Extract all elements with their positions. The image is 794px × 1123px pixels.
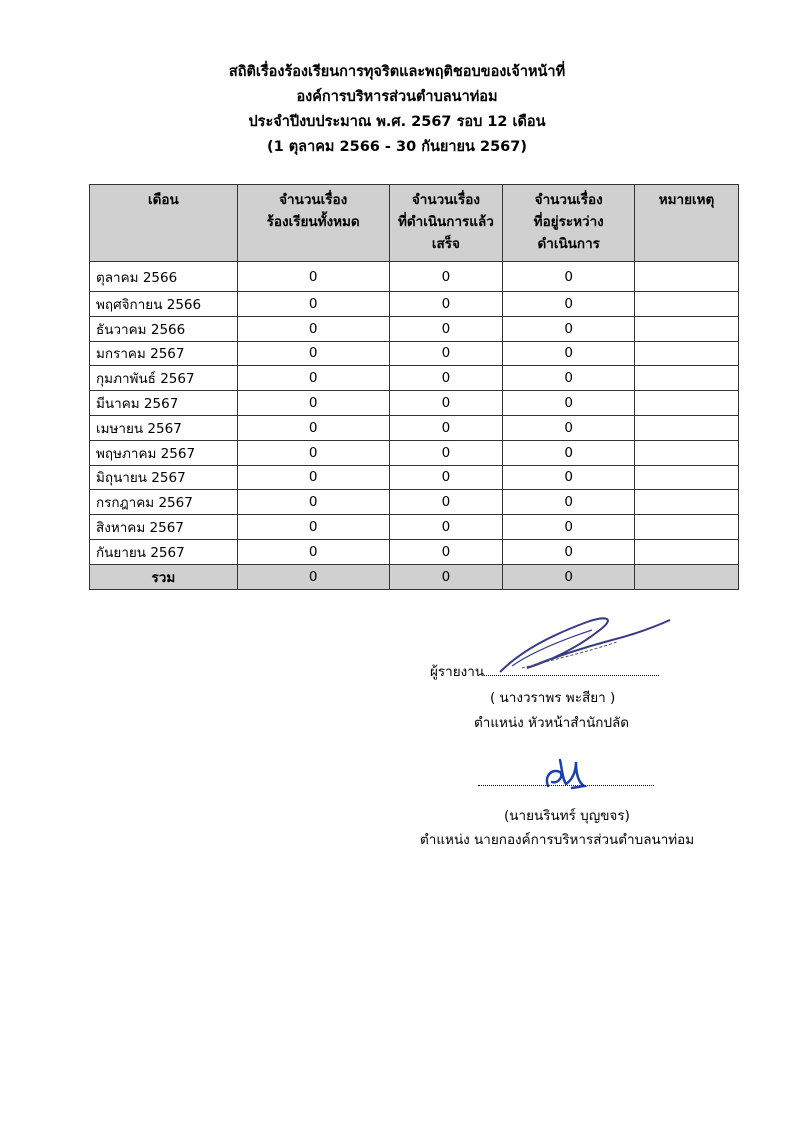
cell-month: มกราคม 2567 [90, 341, 238, 366]
table-row [90, 292, 739, 317]
cell-note [635, 341, 739, 366]
cell-total: 0 [237, 539, 389, 564]
cell-total: 0 [237, 465, 389, 490]
table-row [90, 465, 739, 490]
title-line-1: สถิติเรื่องร้องเรียนการทุจริตและพฤติชอบของเจ้าหน้าที่ [228, 64, 566, 80]
header-pending: จำนวนเรื่อง ที่อยู่ระหว่าง ดำเนินการ [503, 185, 635, 262]
document-title [0, 60, 794, 160]
cell-note [635, 415, 739, 440]
cell-total: 0 [237, 391, 389, 416]
cell-month: มิถุนายน 2567 [90, 465, 238, 490]
cell-month: มีนาคม 2567 [90, 391, 238, 416]
table-row [90, 366, 739, 391]
cell-month: กันยายน 2567 [90, 539, 238, 564]
table-row [90, 391, 739, 416]
cell-total: 0 [237, 490, 389, 515]
table-total-row [90, 564, 739, 589]
cell-pending: 0 [503, 465, 635, 490]
cell-note [635, 262, 739, 292]
cell-note [635, 391, 739, 416]
cell-note [635, 316, 739, 341]
cell-note [635, 490, 739, 515]
header-note: หมายเหตุ [635, 185, 739, 262]
cell-done: 0 [389, 465, 503, 490]
title-line-2: องค์การบริหารส่วนตำบลนาท่อม [296, 89, 498, 105]
table-row [90, 316, 739, 341]
approver-signature-image [542, 752, 592, 792]
cell-note [635, 292, 739, 317]
cell-total: 0 [237, 262, 389, 292]
cell-pending: 0 [503, 415, 635, 440]
complaint-statistics-table [89, 184, 739, 590]
cell-month: ธันวาคม 2566 [90, 316, 238, 341]
title-line-4: (1 ตุลาคม 2566 - 30 กันยายน 2567) [267, 139, 527, 155]
cell-done: 0 [389, 490, 503, 515]
approver-position: ตำแหน่ง นายกองค์การบริหารส่วนตำบลนาท่อม [420, 832, 695, 848]
table-row [90, 440, 739, 465]
cell-note [635, 465, 739, 490]
cell-done: 0 [389, 316, 503, 341]
reporter-label: ผู้รายงาน [430, 664, 485, 680]
cell-done: 0 [389, 391, 503, 416]
cell-total: 0 [237, 292, 389, 317]
cell-total: 0 [237, 316, 389, 341]
cell-month: กรกฎาคม 2567 [90, 490, 238, 515]
cell-total: 0 [237, 415, 389, 440]
reporter-name: ( นางวราพร พะสียา ) [490, 690, 616, 706]
cell-month: กุมภาพันธ์ 2567 [90, 366, 238, 391]
header-total: จำนวนเรื่อง ร้องเรียนทั้งหมด [237, 185, 389, 262]
cell-total: 0 [237, 341, 389, 366]
cell-month: เมษายน 2567 [90, 415, 238, 440]
cell-pending: 0 [503, 292, 635, 317]
total-cell-total: 0 [237, 564, 389, 589]
total-cell-note [635, 564, 739, 589]
cell-done: 0 [389, 440, 503, 465]
total-cell-done: 0 [389, 564, 503, 589]
cell-done: 0 [389, 366, 503, 391]
header-done: จำนวนเรื่อง ที่ดำเนินการแล้ว เสร็จ [389, 185, 503, 262]
cell-pending: 0 [503, 490, 635, 515]
cell-note [635, 515, 739, 540]
cell-month: พฤษภาคม 2567 [90, 440, 238, 465]
table-header-row [90, 185, 739, 262]
cell-pending: 0 [503, 391, 635, 416]
approver-name: (นายนรินทร์ บุญขจร) [504, 808, 630, 824]
reporter-signature-image [492, 610, 672, 680]
cell-done: 0 [389, 515, 503, 540]
cell-total: 0 [237, 440, 389, 465]
table-row [90, 341, 739, 366]
table-row [90, 490, 739, 515]
cell-pending: 0 [503, 515, 635, 540]
cell-done: 0 [389, 539, 503, 564]
cell-note [635, 366, 739, 391]
cell-total: 0 [237, 515, 389, 540]
cell-pending: 0 [503, 316, 635, 341]
total-cell-month: รวม [90, 564, 238, 589]
table-row [90, 262, 739, 292]
cell-pending: 0 [503, 440, 635, 465]
cell-pending: 0 [503, 539, 635, 564]
cell-month: พฤศจิกายน 2566 [90, 292, 238, 317]
total-cell-pending: 0 [503, 564, 635, 589]
cell-pending: 0 [503, 366, 635, 391]
table-row [90, 515, 739, 540]
cell-done: 0 [389, 341, 503, 366]
approver-dotted-line [478, 785, 654, 786]
header-month: เดือน [90, 185, 238, 262]
cell-total: 0 [237, 366, 389, 391]
cell-month: สิงหาคม 2567 [90, 515, 238, 540]
cell-pending: 0 [503, 341, 635, 366]
title-line-3: ประจำปีงบประมาณ พ.ศ. 2567 รอบ 12 เดือน [248, 114, 546, 130]
cell-note [635, 539, 739, 564]
table-row [90, 539, 739, 564]
cell-pending: 0 [503, 262, 635, 292]
cell-done: 0 [389, 292, 503, 317]
cell-note [635, 440, 739, 465]
reporter-position: ตำแหน่ง หัวหน้าสำนักปลัด [474, 715, 630, 731]
table-row [90, 415, 739, 440]
cell-month: ตุลาคม 2566 [90, 262, 238, 292]
cell-done: 0 [389, 262, 503, 292]
cell-done: 0 [389, 415, 503, 440]
